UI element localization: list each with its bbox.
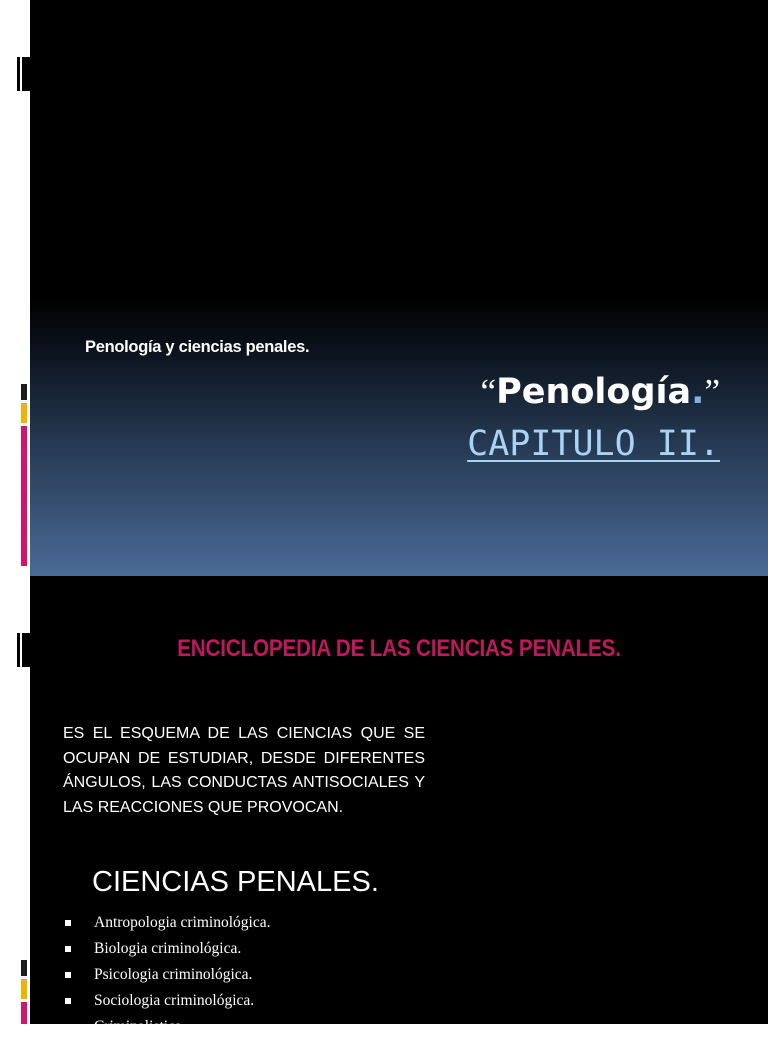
list-item-label: Psicologia criminológica. (94, 966, 253, 983)
deco-strip-magenta (21, 426, 27, 566)
slide-2-corner-bars (17, 633, 30, 667)
title-dot: . (691, 372, 705, 412)
list-item-label: Sociologia criminológica. (94, 992, 255, 1009)
bullet-icon (65, 972, 71, 978)
list-item (65, 936, 271, 962)
list-item (65, 910, 271, 936)
sciences-list (65, 910, 271, 1040)
title-word: Penología (496, 372, 692, 412)
title-close-quote: ” (704, 372, 720, 411)
slide-2 (0, 576, 768, 1035)
section-title: CIENCIAS PENALES. (92, 866, 379, 898)
chapter-link[interactable]: CAPITULO II. (467, 424, 720, 464)
deco-strip-magenta-2 (21, 1002, 27, 1024)
list-item-label: Criminalistica (94, 1018, 182, 1035)
list-item-label: Antropologia criminológica. (94, 914, 271, 931)
title-open-quote: “ (480, 372, 497, 411)
list-item (65, 1014, 271, 1040)
deco-strip-dark (21, 384, 27, 400)
slide-1-background (30, 0, 768, 576)
slide-subtitle: Penología y ciencias penales. (85, 338, 310, 356)
deco-strip-orange-2 (21, 979, 27, 999)
bullet-icon (65, 946, 71, 952)
list-item-label: Biologia criminológica. (94, 940, 242, 957)
deco-strip-dark-2 (21, 960, 27, 976)
slide-heading: ENCICLOPEDIA DE LAS CIENCIAS PENALES. (177, 635, 621, 662)
deco-strip-orange (21, 403, 27, 423)
slide-title (481, 372, 720, 412)
definition-paragraph: ES EL ESQUEMA DE LAS CIENCIAS QUE SE OCUPAN DE ESTUDIAR, DESDE DIFERENTES ÁNGULOS, LAS CONDUCTAS ANTISOCIALES Y LAS REACCIONES QUE PROVOCAN. (63, 725, 425, 816)
list-item (65, 988, 271, 1014)
slide-1-corner-bars (17, 57, 30, 91)
bullet-icon (65, 920, 71, 926)
bullet-icon (65, 998, 71, 1004)
bullet-icon (65, 1024, 71, 1030)
list-item (65, 962, 271, 988)
